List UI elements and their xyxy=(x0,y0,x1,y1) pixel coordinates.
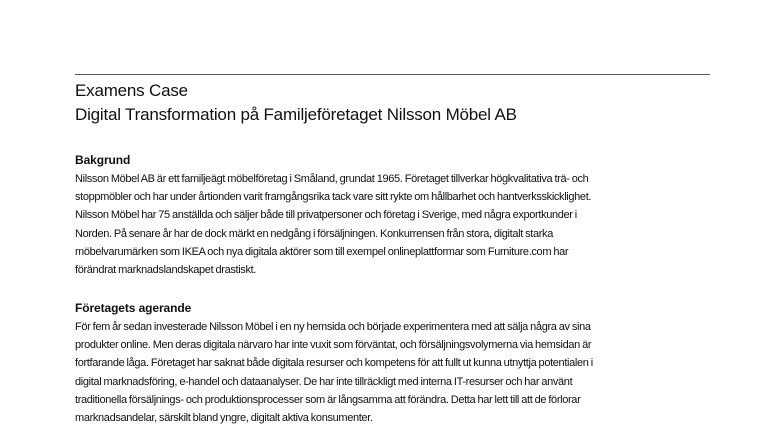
body-line: traditionella försäljnings- och produktionsprocesser som är långsamma att förändra. Detta har lett till att de förlorar xyxy=(75,393,581,406)
body-line: Norden. På senare år har de dock märkt en nedgång i försäljningen. Konkurrensen från stora, digitalt starka xyxy=(75,227,553,240)
title-line-exam: Examens Case xyxy=(75,81,188,100)
body-line: digital marknadsföring, e-handel och dataanalyser. De har inte tillräckligt med interna IT-resurser och har använt xyxy=(75,375,573,388)
body-line: För fem år sedan investerade Nilsson Möbel i en ny hemsida och började experimentera med att sälja några av sina xyxy=(75,321,591,333)
body-line: möbelvarumärken som IKEA och nya digitala aktörer som till exempel onlineplattformar som Furniture.com har xyxy=(75,245,569,258)
body-line: fortfarande låga. Företaget har saknat både digitala resurser och kompetens för att fullt ut kunna utnyttja potentialen i xyxy=(75,357,593,370)
body-line: marknadsandelar, särskilt bland yngre, digitalt aktiva konsumenter. xyxy=(75,412,373,425)
body-line: förändrat marknadslandskapet drastiskt. xyxy=(75,264,257,277)
body-line: Nilsson Möbel AB är ett familjeägt möbelföretag i Småland, grundat 1965. Företaget tillverkar högkvalitativa trä- och xyxy=(75,173,589,185)
section-heading-foretagets-agerande: Företagets agerande xyxy=(75,301,192,315)
body-line: produkter online. Men deras digitala närvaro har inte vuxit som förväntat, och försäljningsvolymerna via hemsidan är xyxy=(75,339,592,352)
title-line-case-name: Digital Transformation på Familjeföretaget Nilsson Möbel AB xyxy=(75,105,517,124)
section-body-foretagets-agerande xyxy=(75,318,715,427)
section-bakgrund xyxy=(75,152,715,279)
body-line: stoppmöbler och har under årtionden varit framgångsrika tack vare sitt rykte om hållbarhet och hantverksskicklighet. xyxy=(75,191,592,204)
header-divider xyxy=(75,74,710,75)
body-line: Nilsson Möbel har 75 anställda och säljer både till privatpersoner och företag i Sverige, med några exportkunder i xyxy=(75,209,577,222)
section-heading-bakgrund: Bakgrund xyxy=(75,153,131,167)
section-foretagets-agerande xyxy=(75,300,715,427)
document-title xyxy=(75,79,715,127)
section-body-bakgrund xyxy=(75,170,715,279)
